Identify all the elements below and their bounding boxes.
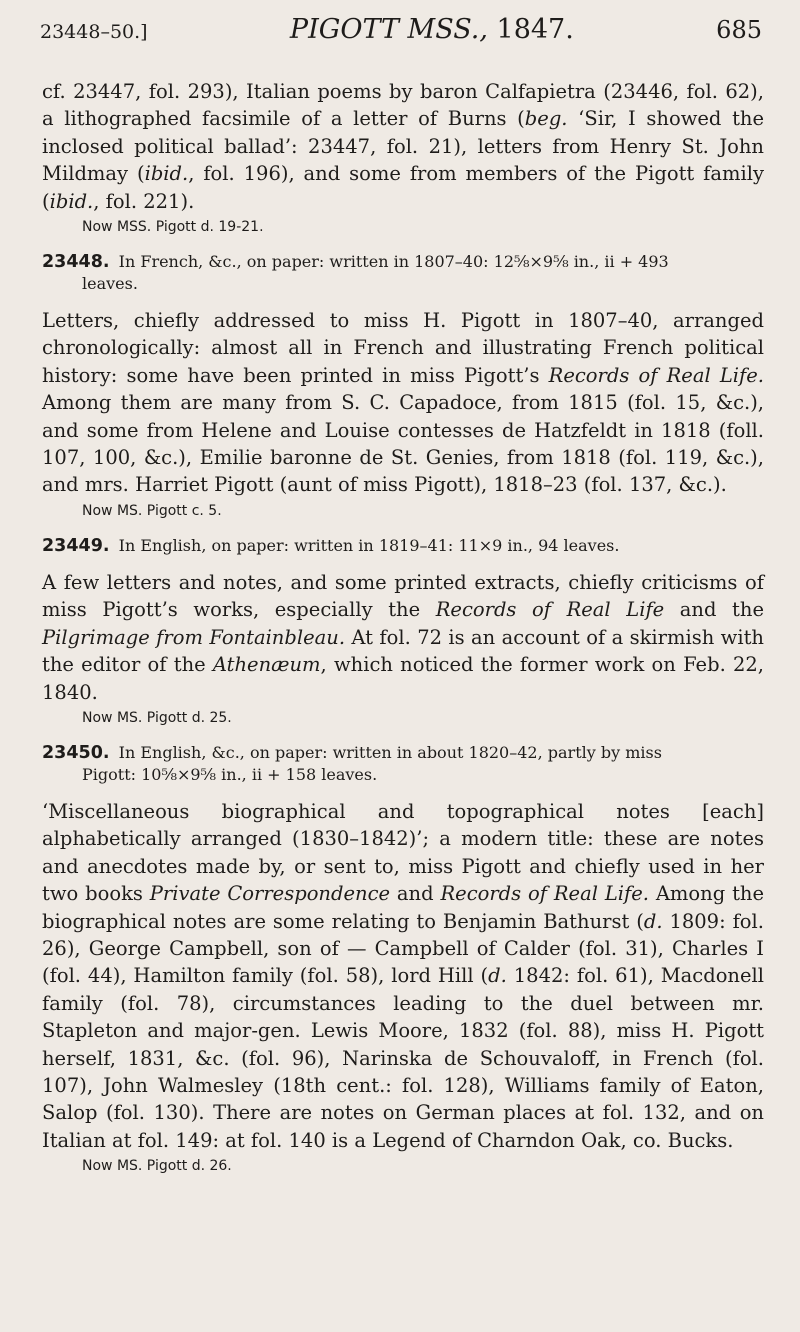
- entry-description: [42, 569, 764, 706]
- entry-23450: [42, 742, 764, 1174]
- entry-number: 23450.: [42, 742, 110, 763]
- shelfmark-range: 23448–50.]: [40, 21, 148, 43]
- text-run: and: [390, 882, 441, 906]
- entry-location: Now MS. Pigott d. 26.: [82, 1158, 232, 1175]
- italic-text: Private Correspondence: [149, 882, 391, 906]
- running-head: [40, 14, 762, 50]
- page-body: [42, 78, 764, 1174]
- entry-description: [42, 798, 764, 1154]
- entry-number: 23449.: [42, 535, 110, 556]
- text-run: At fol. 72 is an account of a skirmish with the editor of the: [42, 625, 764, 677]
- italic-text: d.: [643, 909, 663, 933]
- entry-23448: [42, 251, 764, 519]
- italic-text: Records of Real Life.: [548, 363, 764, 387]
- running-title: [290, 14, 574, 45]
- entry-heading: [42, 251, 764, 295]
- text-run: cf. 23447, fol. 293), Italian poems by baron Calfapietra (23446, fol. 62), a lithographed facsimile of a letter of Burns (: [42, 80, 764, 131]
- text-run: 1809: fol. 26), George Campbell, son of — Campbell of Calder (fol. 31), Charles I (fol. 44), Hamilton family (fol. 58), lord Hill (: [42, 909, 764, 988]
- entry-description: [42, 307, 764, 499]
- entry-heading-cont: leaves.: [82, 274, 138, 294]
- intro-paragraph: [42, 78, 764, 215]
- text-run: , fol. 221).: [93, 189, 195, 213]
- text-run: Among the biographical notes are some relating to Benjamin Bathurst (: [42, 882, 764, 933]
- entry-heading-text: In English, &c., on paper: written in about 1820–42, partly by miss: [118, 742, 662, 762]
- entry-heading: [42, 535, 764, 557]
- italic-text: Records of Real Life.: [440, 882, 649, 906]
- italic-text: ibid.: [144, 162, 189, 186]
- text-run: A few letters and notes, and some printed extracts, chiefly criticisms of miss Pigott’s works, especially the: [42, 570, 764, 622]
- text-run: 1842: fol. 61), Macdonell family (fol. 78), circumstances leading to the duel between mr. Stapleton and major-gen. Lewis Moore, 1832 (fol. 88), miss H. Pigott herself, 1831, &c. (fol. 96), Narinska de Schouvaloff, in French (fol. 107), John Walmesley (18th cent.: fol. 128), Williams family of Eaton, Salop (fol. 130). There are notes on German places at fol. 132, and on Italian at fol. 149: at fol. 140 is a Legend of Charndon Oak, co. Bucks.: [42, 964, 765, 1152]
- page-number: 685: [716, 16, 762, 44]
- entry-heading-text: In English, on paper: written in 1819–41: 11×9 in., 94 leaves.: [118, 535, 620, 555]
- entry-23449: [42, 535, 764, 726]
- italic-text: ibid.: [49, 189, 94, 213]
- text-run: and the: [664, 598, 764, 622]
- entry-location: Now MS. Pigott d. 25.: [82, 709, 232, 726]
- text-run: ‘Miscellaneous biographical and topographical notes [each] alphabetically arranged (1830–1842)’; a modern title: these are notes and anecdotes made by, or sent to, miss Pigott and chiefly used in her two books: [42, 799, 764, 906]
- text-run: ‘Sir, I showed the inclosed political ballad’: 23447, fol. 21), letters from Henry St. John Mildmay (: [42, 107, 765, 186]
- entry-heading: [42, 742, 764, 786]
- entry-location: Now MS. Pigott c. 5.: [82, 502, 222, 519]
- running-title-year: 1847.: [487, 14, 574, 45]
- text-run: , which noticed the former work on Feb. 22, 1840.: [42, 653, 765, 704]
- entry-heading-text: In French, &c., on paper: written in 1807–40: 12⅝×9⅝ in., ii + 493: [118, 252, 669, 272]
- entry-number: 23448.: [42, 252, 110, 273]
- italic-text: d.: [488, 964, 507, 988]
- text-run: Letters, chiefly addressed to miss H. Pigott in 1807–40, arranged chronologically: almost all in French and illustrating French political history: some have been printed in miss Pigott’s: [42, 309, 764, 387]
- italic-text: Athenæum: [212, 653, 321, 677]
- italic-text: beg.: [524, 107, 568, 131]
- text-run: , fol. 196), and some from members of the Pigott family (: [42, 162, 764, 213]
- text-run: Among them are many from S. C. Capadoce, from 1815 (fol. 15, &c.), and some from Helene and Louise contesses de Hatzfeldt in 1818 (foll. 107, 100, &c.), Emilie baronne de St. Genies, from 1818 (fol. 119, &c.), and mrs. Harriet Pigott (aunt of miss Pigott), 1818–23 (fol. 137, &c.).: [42, 391, 764, 497]
- italic-text: Records of Real Life: [435, 598, 665, 622]
- running-title-italic: PIGOTT MSS.,: [289, 14, 488, 45]
- italic-text: Pilgrimage from Fontainbleau.: [42, 625, 346, 649]
- intro-location: Now MSS. Pigott d. 19-21.: [82, 219, 264, 236]
- entry-heading-cont: Pigott: 10⅝×9⅝ in., ii + 158 leaves.: [82, 764, 378, 784]
